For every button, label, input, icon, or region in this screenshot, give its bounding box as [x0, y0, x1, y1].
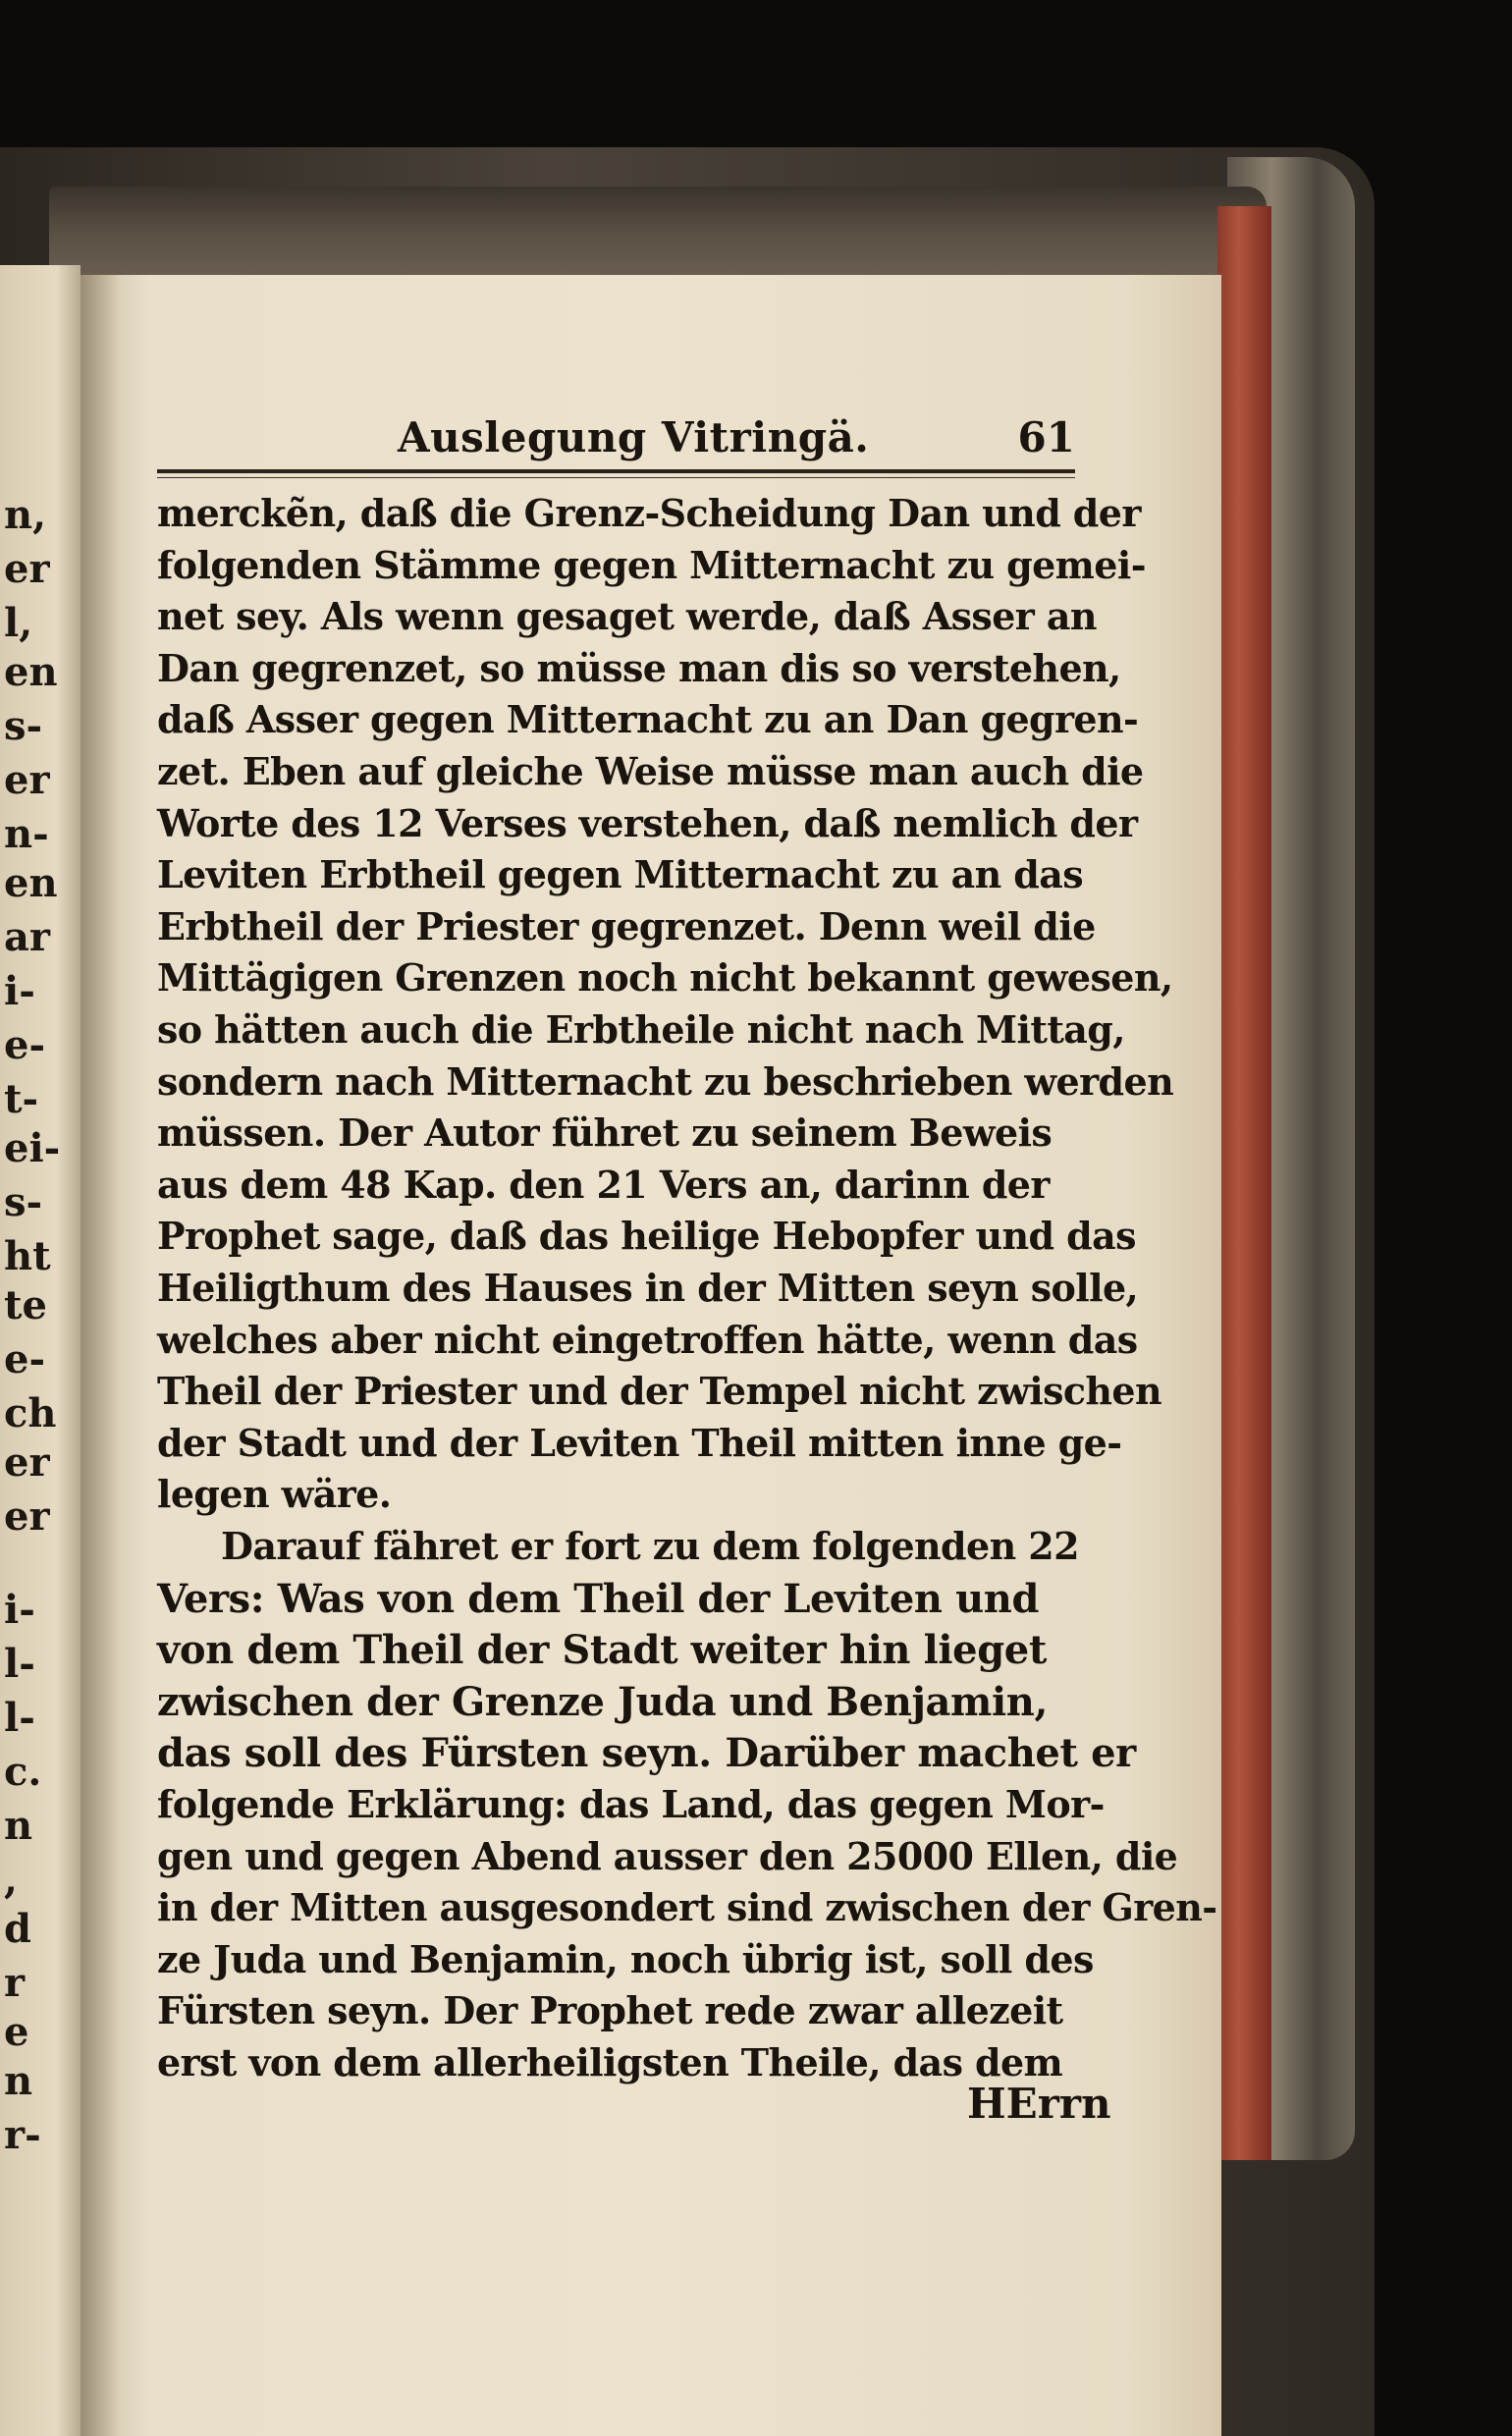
- left-page-fragment: ht: [4, 1237, 51, 1276]
- text-line: daß Asser gegen Mitternacht zu an Dan gegren-: [157, 697, 1139, 742]
- left-page-fragment: er: [4, 761, 50, 800]
- header-rule: [157, 469, 1075, 473]
- left-page-fragment: n: [4, 2062, 33, 2101]
- left-page-fragment: er: [4, 550, 50, 589]
- left-page-fragment: r: [4, 1964, 26, 2003]
- left-page-fragment: te: [4, 1286, 47, 1326]
- text-line: welches aber nicht eingetroffen hätte, wenn das: [157, 1317, 1138, 1362]
- left-page-fragment: en: [4, 653, 58, 692]
- text-line: so hätten auch die Erbtheile nicht nach Mittag,: [157, 1007, 1125, 1052]
- left-page-fragment: l,: [4, 604, 33, 643]
- left-page-fragment: l-: [4, 1645, 35, 1684]
- text-line: Vers: Was von dem Theil der Leviten und: [157, 1575, 1040, 1622]
- text-line: Dan gegrenzet, so müsse man dis so verstehen,: [157, 645, 1121, 690]
- text-line: Worte des 12 Verses verstehen, daß nemlich der: [157, 800, 1138, 845]
- page-block-top-edge: [49, 187, 1267, 285]
- left-page-fragment: ar: [4, 918, 50, 957]
- text-line: Fürsten seyn. Der Prophet rede zwar allezeit: [157, 1988, 1063, 2033]
- text-line: aus dem 48 Kap. den 21 Vers an, darinn der: [157, 1162, 1050, 1207]
- catchword: HErrn: [967, 2080, 1111, 2128]
- text-line: Theil der Priester und der Tempel nicht zwischen: [157, 1369, 1162, 1414]
- text-line: zwischen der Grenze Juda und Benjamin,: [157, 1678, 1048, 1725]
- text-line: von dem Theil der Stadt weiter hin lieget: [157, 1627, 1047, 1674]
- text-line: ze Juda und Benjamin, noch übrig ist, soll des: [157, 1936, 1094, 1981]
- text-line: Heiligthum des Hauses in der Mitten seyn solle,: [157, 1266, 1139, 1310]
- left-page-fragment: er: [4, 1443, 50, 1483]
- left-page-fragment: n,: [4, 496, 47, 535]
- left-page-fragment: ch: [4, 1394, 57, 1434]
- left-page-fragment: i-: [4, 1591, 35, 1630]
- left-page-fragment: er: [4, 1497, 50, 1537]
- text-line: erst von dem allerheiligsten Theile, das dem: [157, 2040, 1063, 2084]
- page-number: 61: [1017, 413, 1075, 461]
- left-page-fragment: l-: [4, 1699, 35, 1738]
- text-line: net sey. Als wenn gesaget werde, daß Asser an: [157, 594, 1097, 639]
- page-header: [157, 401, 1075, 461]
- left-page-fragment: c.: [4, 1753, 42, 1792]
- text-line: der Stadt und der Leviten Theil mitten inne ge-: [157, 1420, 1122, 1465]
- left-page-fragment: en: [4, 864, 58, 903]
- text-line: Erbtheil der Priester gegrenzet. Denn weil die: [157, 903, 1096, 948]
- gutter-shadow: [81, 275, 120, 2436]
- text-line: müssen. Der Autor führet zu seinem Beweis: [157, 1110, 1053, 1156]
- text-line: Darauf fähret er fort zu dem folgenden 22: [221, 1524, 1079, 1568]
- left-page-fragment: t-: [4, 1080, 39, 1119]
- left-page-fragment: n-: [4, 815, 49, 854]
- left-page-fragment: n: [4, 1807, 33, 1846]
- text-line: folgenden Stämme gegen Mitternacht zu gemei-: [157, 542, 1146, 587]
- header-rule-thin: [157, 477, 1075, 478]
- text-line: Mittägigen Grenzen noch nicht bekannt gewesen,: [157, 955, 1173, 1001]
- text-line: Leviten Erbtheil gegen Mitternacht zu an das: [157, 852, 1084, 897]
- text-line: legen wäre.: [157, 1472, 392, 1517]
- left-page-fragment: d: [4, 1910, 31, 1949]
- left-page-fragment: e-: [4, 1026, 46, 1065]
- left-page-fragment: i-: [4, 972, 35, 1011]
- text-line: in der Mitten ausgesondert sind zwischen der Gren-: [157, 1885, 1217, 1930]
- left-page-fragment: ei-: [4, 1129, 61, 1168]
- text-line: Prophet sage, daß das heilige Hebopfer und das: [157, 1214, 1136, 1259]
- text-line: sondern nach Mitternacht zu beschrieben werden: [157, 1058, 1174, 1104]
- left-page-fragment: ,: [4, 1861, 18, 1900]
- running-head: Auslegung Vitringä.: [398, 413, 870, 461]
- text-line: folgende Erklärung: das Land, das gegen Mor-: [157, 1782, 1105, 1826]
- text-line: das soll des Fürsten seyn. Darüber machet er: [157, 1730, 1136, 1777]
- left-page-fragment: s-: [4, 707, 43, 746]
- left-page-fragment: e-: [4, 1340, 46, 1380]
- left-page-fragment: s-: [4, 1183, 43, 1222]
- text-line: zet. Eben auf gleiche Weise müsse man auch die: [157, 749, 1144, 793]
- left-page-fragment: r-: [4, 2116, 41, 2155]
- text-line: merckẽn, daß die Grenz-Scheidung Dan und der: [157, 491, 1141, 535]
- text-line: gen und gegen Abend ausser den 25000 Ellen, die: [157, 1833, 1178, 1878]
- red-page-edge: [1217, 206, 1271, 2160]
- left-page-fragment: e: [4, 2013, 29, 2052]
